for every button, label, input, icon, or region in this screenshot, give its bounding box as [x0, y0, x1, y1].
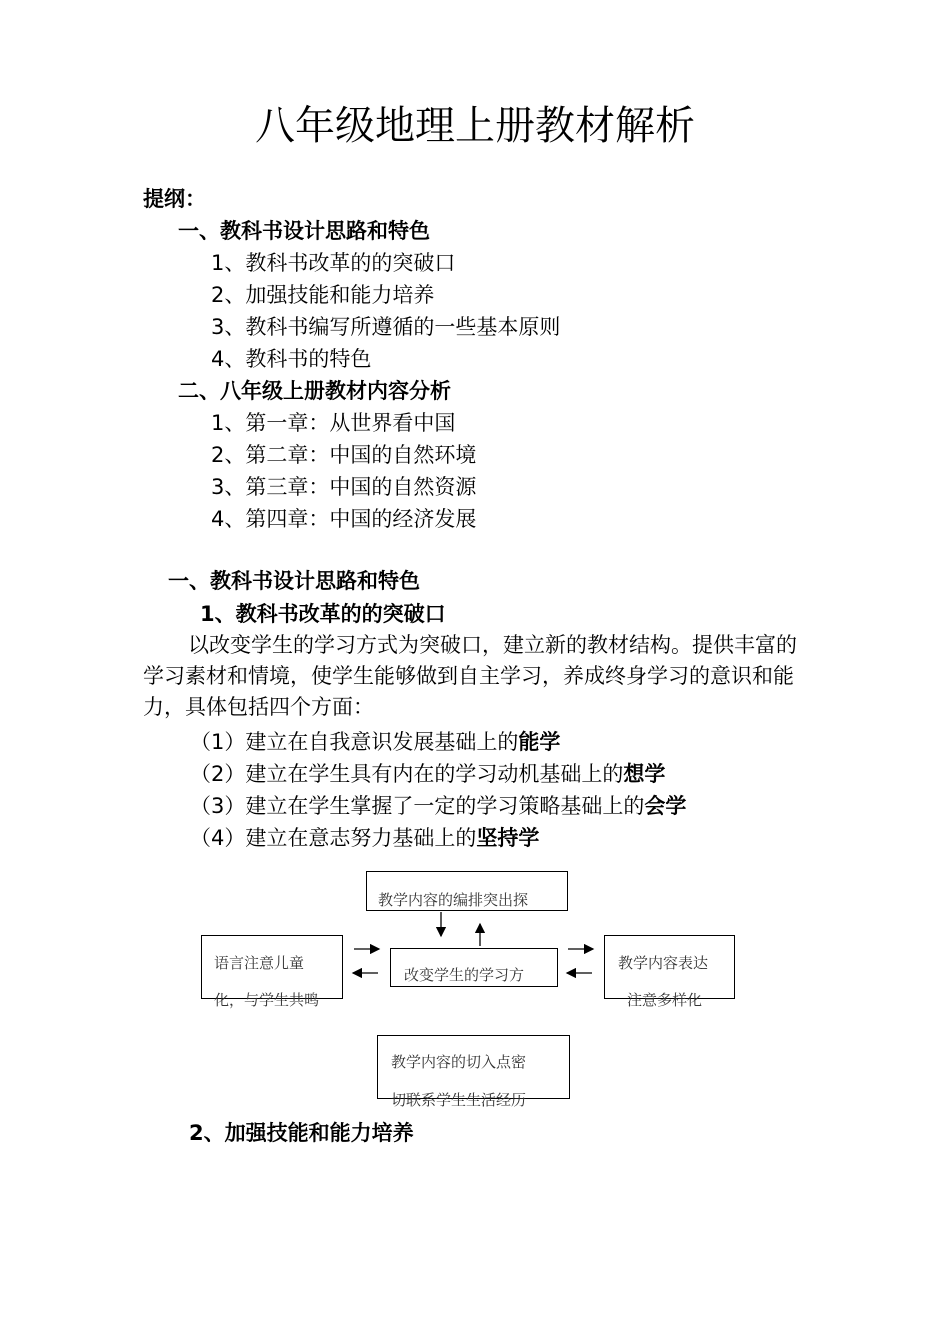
subsection-heading: 2、加强技能和能力培养: [189, 1121, 414, 1145]
diagram-text: 切联系学生生活经历: [391, 1091, 527, 1109]
page-title: 八年级地理上册教材解析: [255, 103, 695, 149]
outline-section-2: 二、八年级上册教材内容分析: [178, 379, 451, 403]
point-emphasis: 坚持学: [476, 826, 540, 850]
outline-section-1: 一、教科书设计思路和特色: [178, 219, 430, 243]
diagram-text: 教学内容的编排突出探: [378, 891, 529, 909]
point-text: （1）建立在自我意识发展基础上的: [190, 730, 519, 754]
outline-heading: 提纲：: [143, 187, 206, 211]
diagram-text: 语言注意儿童: [214, 954, 305, 972]
point-emphasis: 能学: [518, 730, 561, 754]
point-text: （4）建立在意志努力基础上的: [190, 826, 477, 850]
outline-item: 4、第四章：中国的经济发展: [211, 507, 477, 531]
outline-item: 4、教科书的特色: [211, 347, 372, 371]
section-heading: 一、教科书设计思路和特色: [168, 569, 420, 593]
diagram-text: 改变学生的学习方: [404, 966, 525, 984]
diagram-text: 注意多样化: [627, 991, 703, 1009]
outline-item: 1、教科书改革的的突破口: [211, 251, 456, 275]
outline-item: 3、教科书编写所遵循的一些基本原则: [211, 315, 561, 339]
outline-item: 2、加强技能和能力培养: [211, 283, 435, 307]
point-text: （3）建立在学生掌握了一定的学习策略基础上的: [190, 794, 645, 818]
point-emphasis: 会学: [644, 794, 687, 818]
subsection-heading: 1、教科书改革的的突破口: [200, 602, 446, 626]
outline-item: 1、第一章：从世界看中国: [211, 411, 456, 435]
point-emphasis: 想学: [623, 762, 666, 786]
point-text: （2）建立在学生具有内在的学习动机基础上的: [190, 762, 624, 786]
outline-item: 3、第三章：中国的自然资源: [211, 475, 477, 499]
diagram-text: 教学内容表达: [618, 954, 709, 972]
outline-item: 2、第二章：中国的自然环境: [211, 443, 477, 467]
body-paragraph: 以改变学生的学习方式为突破口，建立新的教材结构。提供丰富的学习素材和情境，使学生能够做到自主学习，养成终身学习的意识和能力，具体包括四个方面：: [143, 633, 797, 719]
diagram-text: 化，与学生共鸣: [214, 991, 320, 1009]
diagram-text: 教学内容的切入点密: [391, 1053, 527, 1071]
